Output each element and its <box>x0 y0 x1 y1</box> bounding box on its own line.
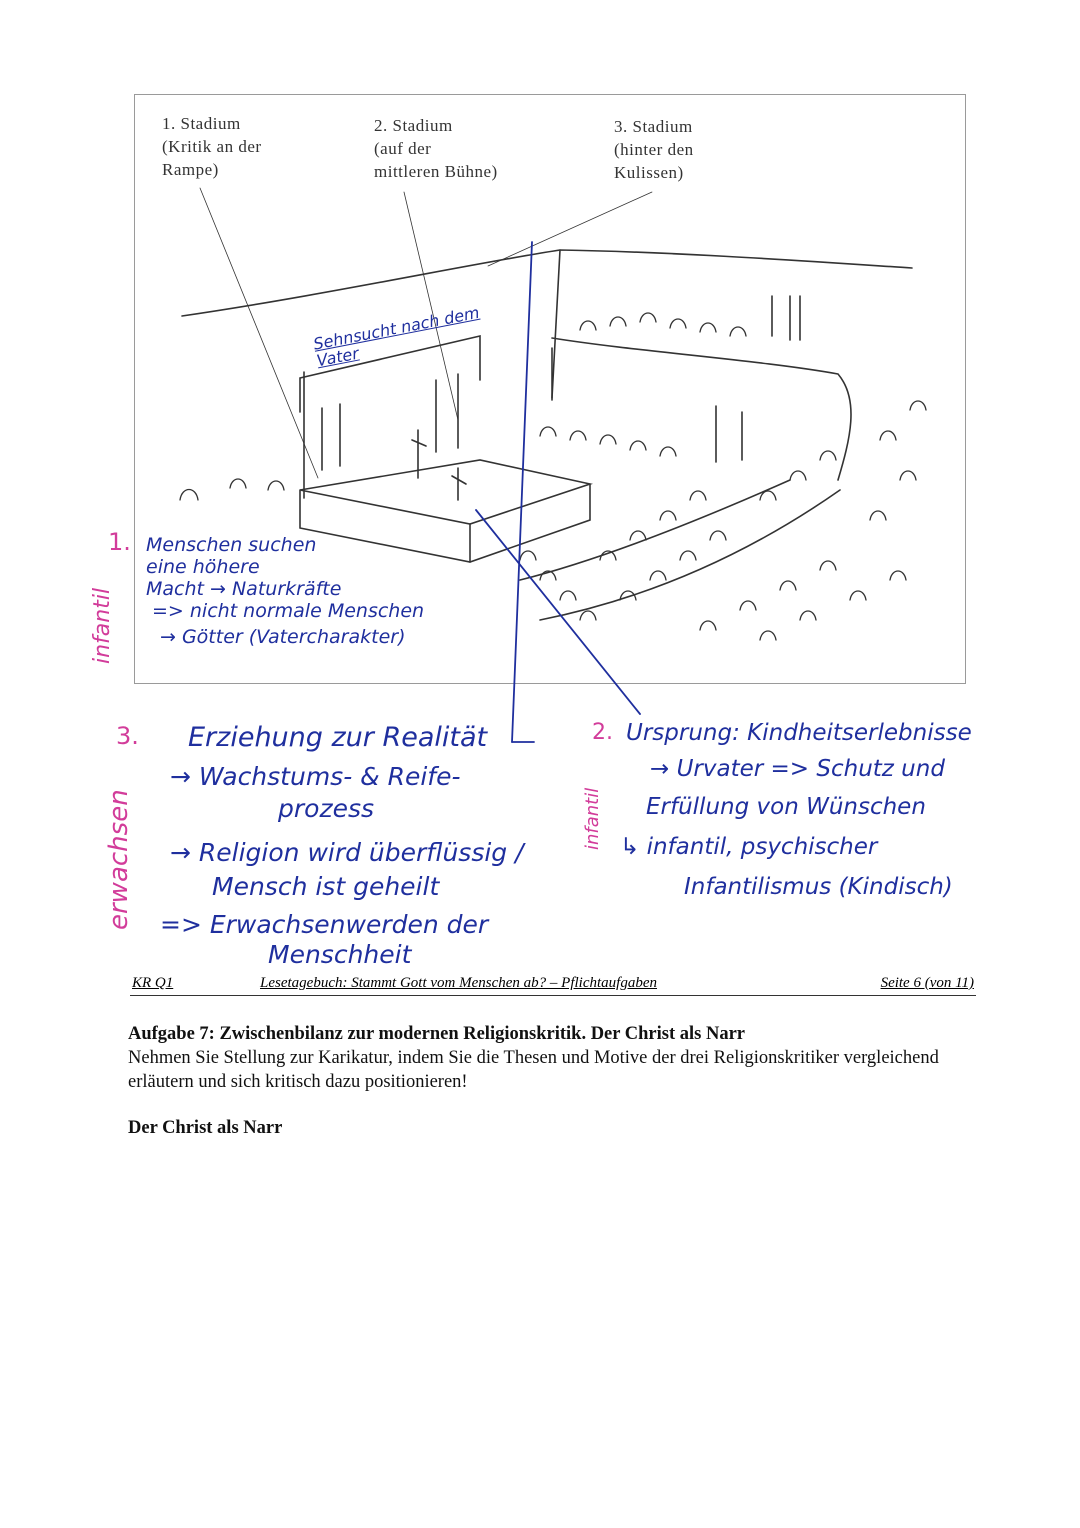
note-3-line: → Wachstums- & Reife- <box>170 762 461 791</box>
note-3-line: Mensch ist geheilt <box>212 872 440 901</box>
stage-1-pointer <box>200 188 318 478</box>
footer-center: Lesetagebuch: Stammt Gott vom Menschen ab? – Pflichtaufgaben <box>260 975 658 991</box>
note-1-line: → Götter (Vatercharakter) <box>160 626 406 648</box>
side-label-infantil-1: infantil <box>90 587 115 664</box>
note-3-number: 3. <box>116 722 139 750</box>
stage-3-pointer <box>488 192 652 266</box>
stage-1-label: 1. Stadium (Kritik an der Rampe) <box>162 114 262 179</box>
task-heading: Aufgabe 7: Zwischenbilanz zur modernen Religionskritik. Der Christ als Narr <box>128 1024 746 1044</box>
note-2-number: 2. <box>592 720 613 745</box>
note-1-line: eine höhere <box>146 556 260 578</box>
page-footer <box>130 975 976 996</box>
stage-2-label: 2. Stadium (auf der mittleren Bühne) <box>374 116 498 181</box>
blue-divider-line <box>512 242 532 742</box>
note-1-number: 1. <box>108 528 131 556</box>
note-3-line: prozess <box>278 794 374 823</box>
task-section <box>128 1022 998 1140</box>
side-label-infantil-2: infantil <box>582 787 603 850</box>
note-1-line: => nicht normale Menschen <box>152 600 425 622</box>
blue-arrow-line <box>476 510 640 714</box>
note-2-line: Erfüllung von Wünschen <box>646 794 926 820</box>
ceiling-line <box>182 250 912 316</box>
note-3-line: => Erwachsenwerden der <box>160 910 489 939</box>
footer-left: KR Q1 <box>132 975 174 991</box>
note-2-line: Ursprung: Kindheitserlebnisse <box>626 720 972 746</box>
note-2-line: Infantilismus (Kindisch) <box>684 874 953 900</box>
footer-right: Seite 6 (von 11) <box>880 975 974 991</box>
side-label-erwachsen: erwachsen <box>104 789 134 930</box>
stage-2-pointer <box>404 192 458 420</box>
balcony <box>552 338 851 480</box>
task-body: Nehmen Sie Stellung zur Karikatur, indem Sie die Thesen und Motive der drei Religionskritiker vergleichend erläutern und sich kritisch dazu positionieren! <box>128 1048 939 1092</box>
note-3-line: Menschheit <box>268 940 412 969</box>
note-3-line: → Religion wird überflüssig / <box>170 838 524 867</box>
task-subheading: Der Christ als Narr <box>128 1118 283 1138</box>
note-3-line: Erziehung zur Realität <box>188 722 488 753</box>
note-2-line: → Urvater => Schutz und <box>650 756 945 782</box>
note-1 <box>146 534 486 648</box>
stage-3-label: 3. Stadium (hinter den Kulissen) <box>614 117 694 182</box>
stage-banner: Sehnsucht nach dem Vater <box>311 302 481 371</box>
note-1-line: Menschen suchen <box>146 534 317 556</box>
stage-platform <box>300 460 590 524</box>
note-1-line: Macht → Naturkräfte <box>146 578 342 600</box>
note-2-line: ↳ infantil, psychischer <box>620 834 878 860</box>
